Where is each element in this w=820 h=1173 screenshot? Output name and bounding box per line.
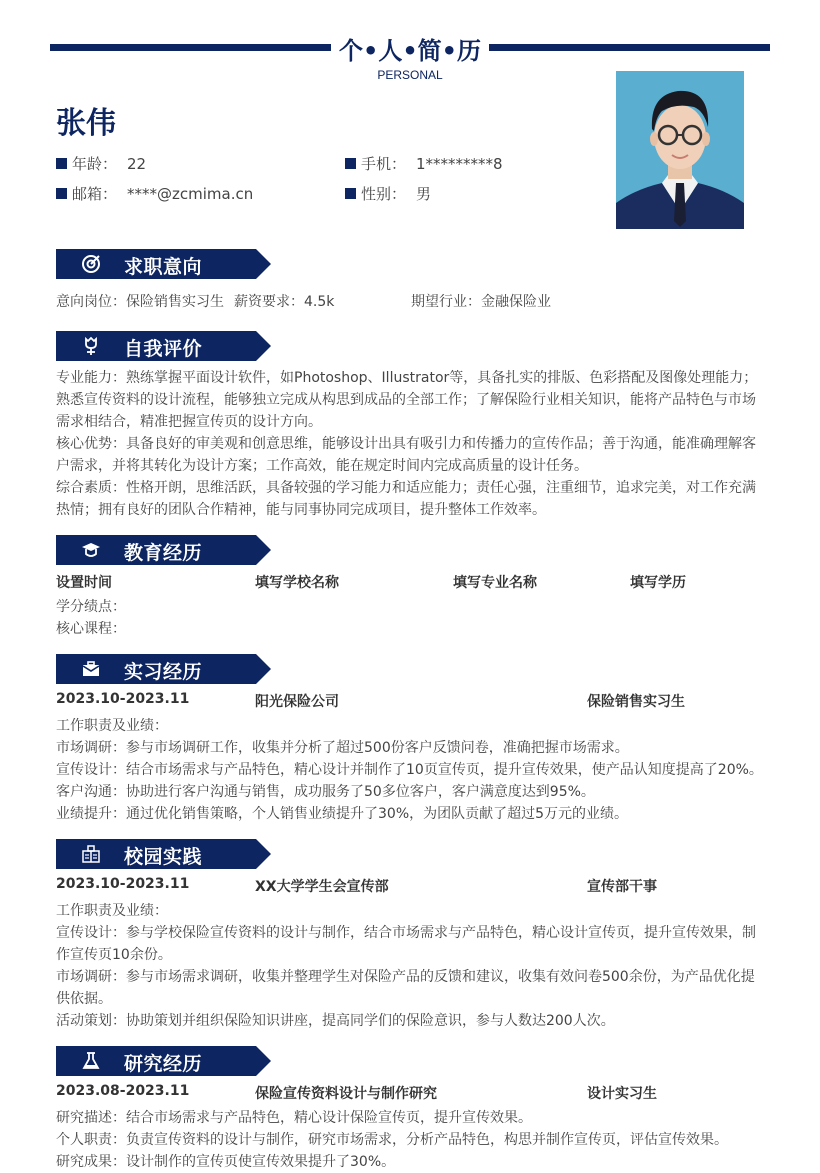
education-gpa-label: 学分绩点： <box>56 599 126 615</box>
research-row <box>56 1083 768 1105</box>
section-title: 自我评价 <box>124 338 203 360</box>
profile-photo <box>616 71 744 229</box>
research-item: 研究描述：结合市场需求与产品特色，精心设计保险宣传页，提升宣传效果。 <box>56 1110 532 1126</box>
candidate-name: 张伟 <box>56 106 116 141</box>
education-courses-label: 核心课程： <box>56 621 126 637</box>
bullet-square-icon <box>345 188 356 199</box>
bullet-square-icon <box>56 158 67 169</box>
internship-item: 客户沟通：协助进行客户沟通与销售，成功服务了50多位客户，客户满意度达到95%。 <box>56 784 595 800</box>
gender-value: 男 <box>416 185 432 203</box>
header-rule-left <box>50 44 331 51</box>
internship-item: 业绩提升：通过优化销售策略，个人销售业绩提升了30%，为团队贡献了超过5万元的业绩。 <box>56 806 629 822</box>
phone-label: 手机： <box>361 155 407 173</box>
info-phone <box>345 153 503 174</box>
education-school: 填写学校名称 <box>255 575 339 591</box>
email-label: 邮箱： <box>72 185 118 203</box>
section-title: 教育经历 <box>124 542 203 564</box>
campus-item: 市场调研：参与市场需求调研，收集并整理学生对保险产品的反馈和建议，收集有效问卷500余份，为产品优化提供依据。 <box>56 969 755 1007</box>
self-eval-strengths: 核心优势：具备良好的审美观和创意思维，能够设计出具有吸引力和传播力的宣传作品；善于沟通，能准确理解客户需求，并将其转化为设计方案；工作高效，能在规定时间内完成高质量的设计任务。 <box>56 436 756 474</box>
briefcase-icon <box>80 659 102 679</box>
header-rule-right <box>489 44 770 51</box>
target-icon <box>80 254 102 274</box>
intent-industry: 期望行业：金融保险业 <box>411 294 551 310</box>
section-header-campus-practice <box>56 839 271 869</box>
section-header-job-intent <box>56 249 271 279</box>
bullet-square-icon <box>345 158 356 169</box>
section-header-internship <box>56 654 271 684</box>
section-title: 求职意向 <box>124 256 203 278</box>
education-row <box>56 572 768 594</box>
self-eval-professional: 专业能力：熟练掌握平面设计软件，如Photoshop、Illustrator等，具备扎实的排版、色彩搭配及图像处理能力；熟悉宣传资料的设计流程，能够独立完成从构思到成品的全部工作；了解保险行业相关知识，能将产品特色与市场需求相结合，精准把握宣传页的设计方向。 <box>56 370 758 430</box>
self-eval-qualities: 综合素质：性格开朗，思维活跃，具备较强的学习能力和适应能力；责任心强，注重细节，追求完美，对工作充满热情；拥有良好的团队合作精神，能与同事协同完成项目，提升整体工作效率。 <box>56 480 756 518</box>
flask-icon <box>80 1051 102 1071</box>
research-item: 个人职责：负责宣传资料的设计与制作，研究市场需求，分析产品特色，构思并制作宣传页，评估宣传效果。 <box>56 1132 728 1148</box>
campus-duty-label: 工作职责及业绩： <box>56 903 168 919</box>
flower-icon <box>80 336 102 356</box>
education-major: 填写专业名称 <box>453 575 537 591</box>
campus-row <box>56 876 768 898</box>
age-label: 年龄： <box>72 155 118 173</box>
internship-org: 阳光保险公司 <box>255 694 339 710</box>
intent-position: 意向岗位：保险销售实习生 <box>56 294 224 310</box>
section-title: 校园实践 <box>124 846 203 868</box>
education-time: 设置时间 <box>56 575 112 591</box>
info-gender <box>345 183 431 204</box>
campus-item: 活动策划：协助策划并组织保险知识讲座，提高同学们的保险意识，参与人数达200人次。 <box>56 1013 615 1029</box>
intent-salary: 薪资要求：4.5k <box>234 294 335 310</box>
research-role: 设计实习生 <box>587 1086 657 1102</box>
research-time: 2023.08-2023.11 <box>56 1083 190 1099</box>
campus-org: XX大学学生会宣传部 <box>255 879 389 895</box>
internship-item: 宣传设计：结合市场需求与产品特色，精心设计并制作了10页宣传页，提升宣传效果，使产品认知度提高了20%。 <box>56 762 763 778</box>
document-subtitle: PERSONAL <box>377 68 443 82</box>
section-header-research <box>56 1046 271 1076</box>
email-value: ****@zcmima.cn <box>127 184 254 203</box>
info-email <box>56 183 253 204</box>
section-title: 研究经历 <box>124 1053 203 1075</box>
research-project: 保险宣传资料设计与制作研究 <box>255 1086 437 1102</box>
age-value: 22 <box>127 154 147 173</box>
internship-row <box>56 691 768 713</box>
section-title: 实习经历 <box>124 661 203 683</box>
gender-label: 性别： <box>361 185 407 203</box>
campus-role: 宣传部干事 <box>587 879 657 895</box>
campus-item: 宣传设计：参与学校保险宣传资料的设计与制作，结合市场需求与产品特色，精心设计宣传页，提升宣传效果，制作宣传页10余份。 <box>56 925 756 963</box>
internship-time: 2023.10-2023.11 <box>56 691 190 707</box>
education-degree: 填写学历 <box>630 575 686 591</box>
internship-item: 市场调研：参与市场调研工作，收集并分析了超过500份客户反馈问卷，准确把握市场需求。 <box>56 740 629 756</box>
campus-time: 2023.10-2023.11 <box>56 876 190 892</box>
info-age <box>56 153 146 174</box>
internship-role: 保险销售实习生 <box>587 694 685 710</box>
phone-value: 1*********8 <box>416 154 503 173</box>
document-title: 个•人•简•历 <box>338 37 482 65</box>
research-item: 研究成果：设计制作的宣传页使宣传效果提升了30%。 <box>56 1154 396 1170</box>
section-header-education <box>56 535 271 565</box>
internship-duty-label: 工作职责及业绩： <box>56 718 168 734</box>
bullet-square-icon <box>56 188 67 199</box>
section-header-self-evaluation <box>56 331 271 361</box>
school-building-icon <box>80 844 102 864</box>
graduation-cap-icon <box>80 540 102 560</box>
